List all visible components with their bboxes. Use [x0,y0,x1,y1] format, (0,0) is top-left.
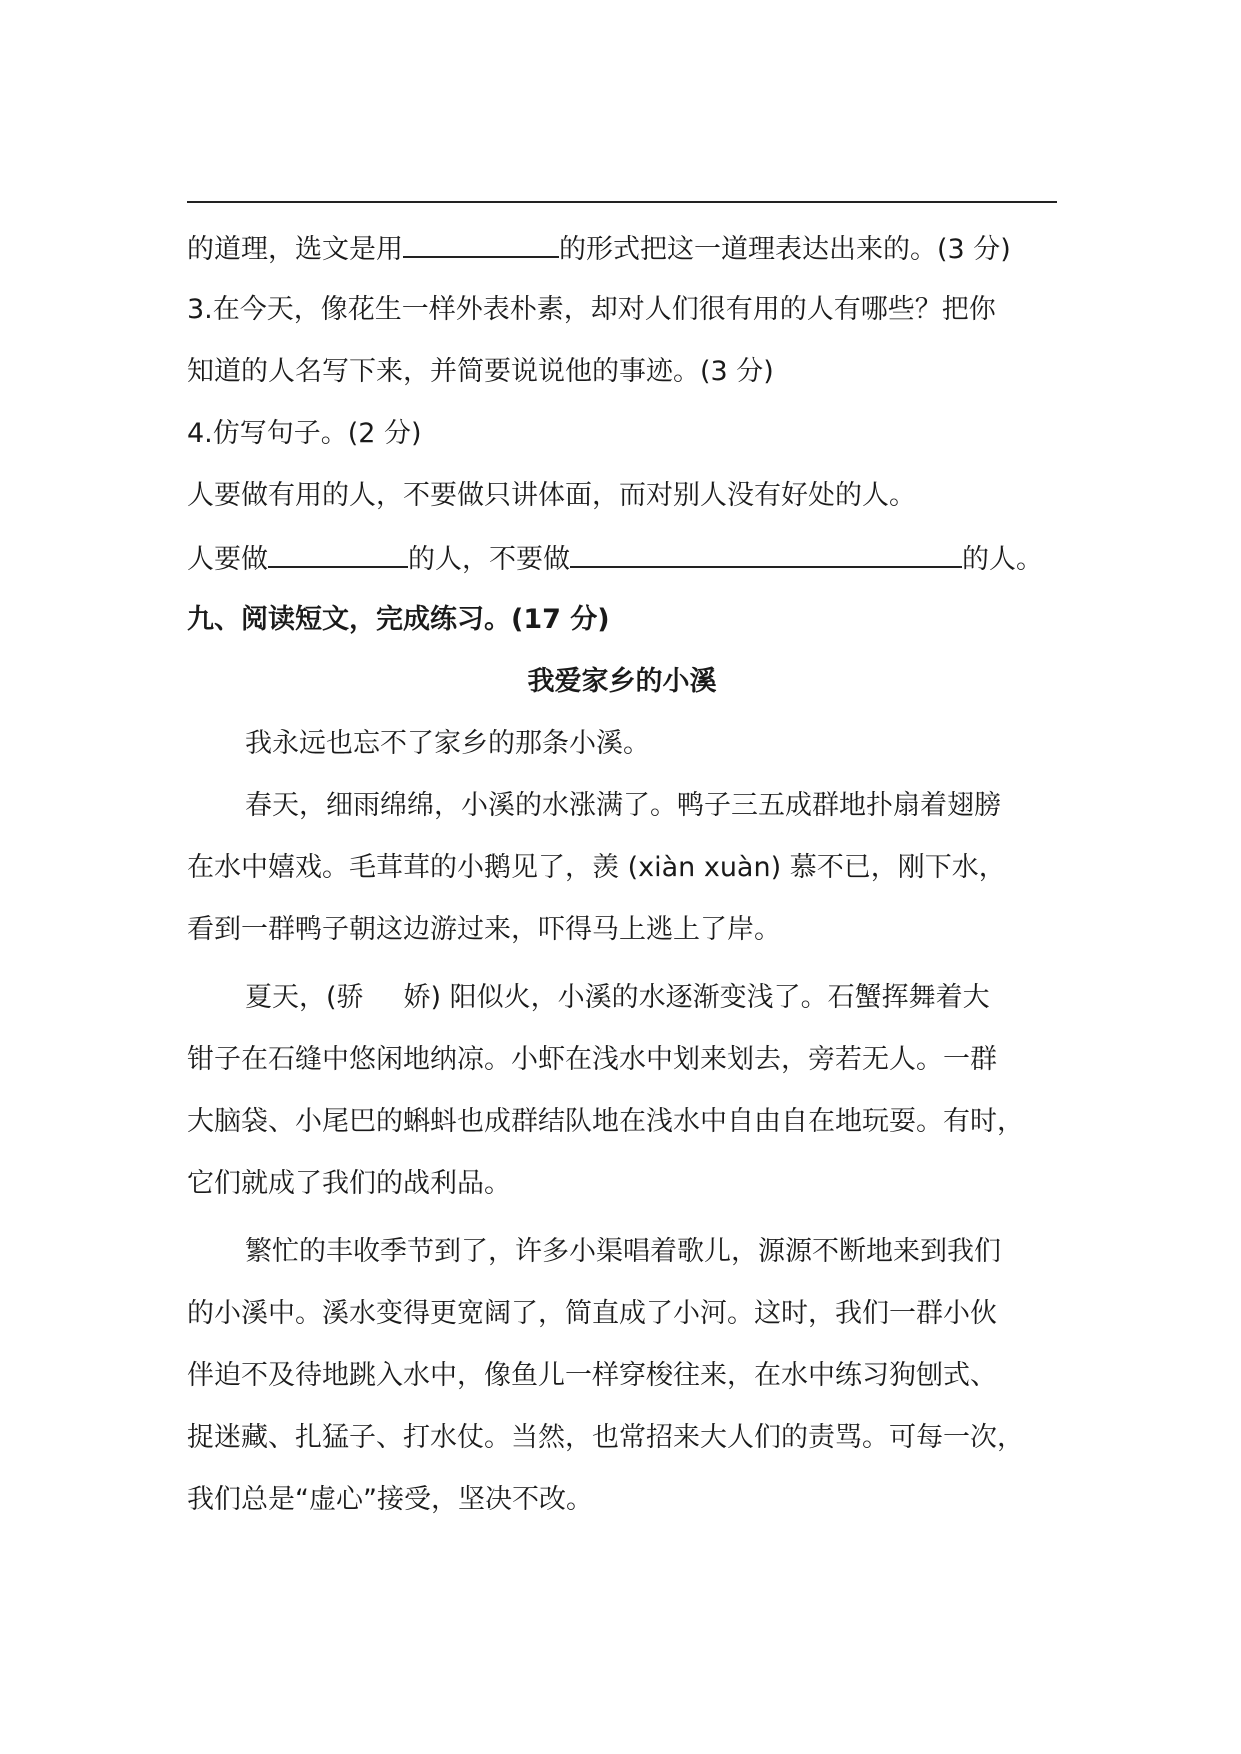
paragraph-3-line-1 [187,978,1057,1018]
q4-title: 4.仿写句子。(2 分) [187,418,422,449]
article-title: 我爱家乡的小溪 [527,666,717,697]
p3-text-a: 夏天，(骄 [245,982,364,1013]
q2-text-b: 的形式把这一道理表达出来的。(3 分) [559,234,1011,265]
paragraph-2-line-3: 看到一群鸭子朝这边游过来，吓得马上逃上了岸。 [187,914,781,945]
q4-fill-line [187,538,1057,580]
q3-line-2: 知道的人名写下来，并简要说说他的事迹。(3 分) [187,356,774,387]
q4-fill-text-b: 的人，不要做 [408,544,570,575]
paragraph-3-line-4: 它们就成了我们的战利品。 [187,1168,511,1199]
section9-heading: 九、阅读短文，完成练习。(17 分) [187,604,610,635]
paragraph-2-line-1: 春天，细雨绵绵，小溪的水涨满了。鸭子三五成群地扑扇着翅膀 [245,790,1001,821]
paragraph-4-line-5: 我们总是“虚心”接受，坚决不改。 [187,1484,593,1515]
paragraph-2-line-2: 在水中嬉戏。毛茸茸的小鹅见了，羡 (xiàn xuàn) 慕不已，刚下水， [187,852,1006,883]
paragraph-4-line-3: 伴迫不及待地跳入水中，像鱼儿一样穿梭往来，在水中练习狗刨式、 [187,1360,997,1391]
q2-answer-blank[interactable] [403,228,559,258]
q4-fill-text-a: 人要做 [187,544,268,575]
paragraph-3-line-2: 钳子在石缝中悠闲地纳凉。小虾在浅水中划来划去，旁若无人。一群 [187,1044,997,1075]
q4-example: 人要做有用的人，不要做只讲体面，而对别人没有好处的人。 [187,480,916,511]
paragraph-1: 我永远也忘不了家乡的那条小溪。 [245,728,650,759]
paragraph-3-line-3: 大脑袋、小尾巴的蝌蚪也成群结队地在浅水中自由自在地玩耍。有时， [187,1106,1024,1137]
p3-text-b: 娇) 阳似火，小溪的水逐渐变浅了。石蟹挥舞着大 [403,982,990,1013]
paragraph-4-line-2: 的小溪中。溪水变得更宽阔了，简直成了小河。这时，我们一群小伙 [187,1298,997,1329]
paragraph-4-line-1: 繁忙的丰收季节到了，许多小渠唱着歌儿，源源不断地来到我们 [245,1236,1001,1267]
top-rule [187,201,1057,203]
paragraph-4-line-4: 捉迷藏、扎猛子、打水仗。当然，也常招来大人们的责骂。可每一次， [187,1422,1024,1453]
q2-continuation [187,228,1057,270]
q3-line-1: 3.在今天，像花生一样外表朴素，却对人们很有用的人有哪些？把你 [187,294,996,325]
q4-blank-1[interactable] [268,538,408,568]
q2-text-a: 的道理，选文是用 [187,234,403,265]
q4-fill-text-c: 的人。 [962,544,1043,575]
q4-blank-2[interactable] [570,538,962,568]
